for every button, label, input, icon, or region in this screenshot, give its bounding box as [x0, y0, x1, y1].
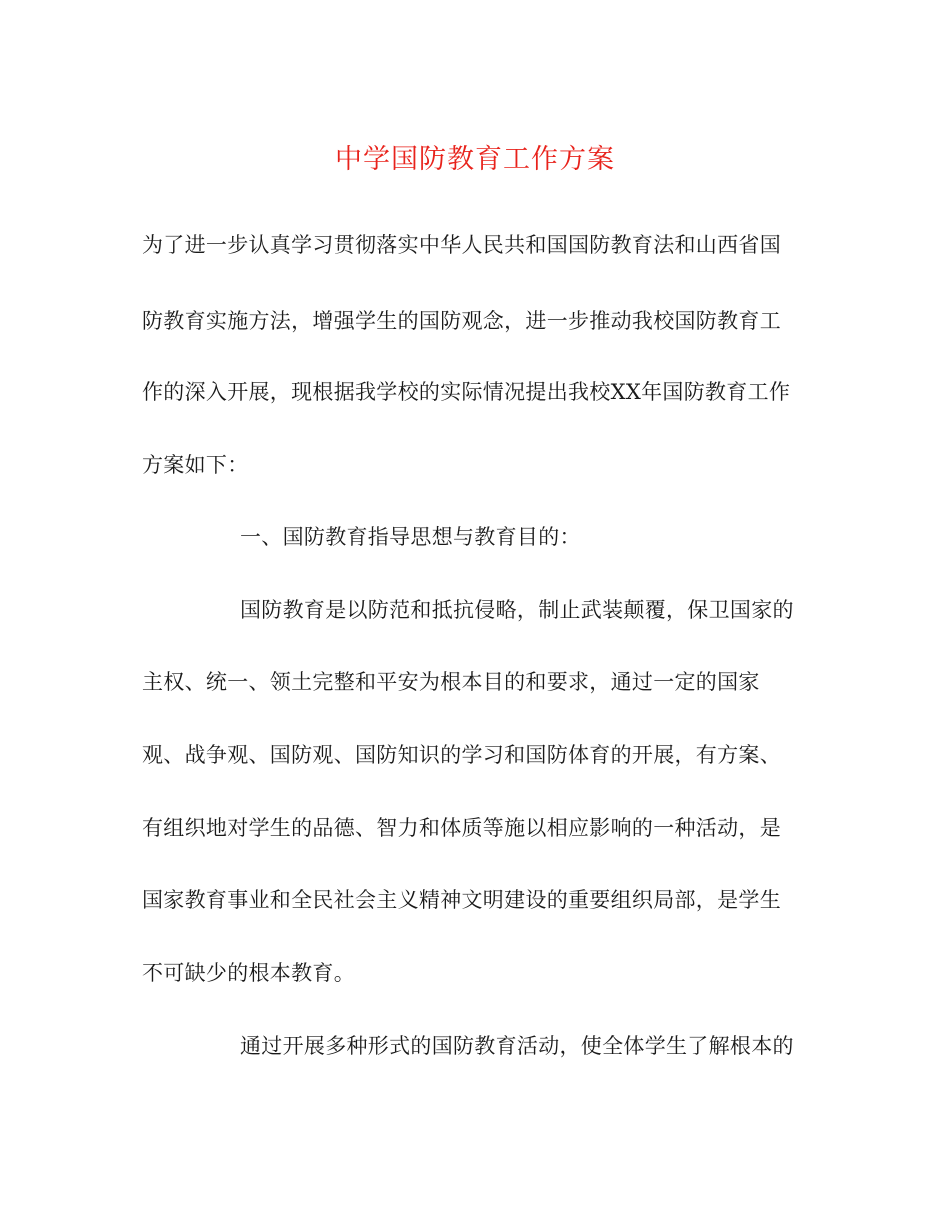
paragraph-line: 有组织地对学生的品德、智力和体质等施以相应影响的一种活动，是: [142, 816, 781, 840]
section-heading: 一、国防教育指导思想与教育目的：: [240, 525, 581, 549]
paragraph-line: 为了进一步认真学习贯彻落实中华人民共和国国防教育法和山西省国: [142, 233, 781, 257]
paragraph-line: 观、战争观、国防观、国防知识的学习和国防体育的开展，有方案、: [142, 743, 781, 767]
paragraph-line: 国防教育是以防范和抵抗侵略，制止武装颠覆，保卫国家的: [240, 598, 794, 622]
paragraph-line: 方案如下：: [142, 453, 249, 477]
paragraph-line: 国家教育事业和全民社会主义精神文明建设的重要组织局部，是学生: [142, 888, 781, 912]
paragraph-line: 作的深入开展，现根据我学校的实际情况提出我校XX年国防教育工作: [142, 380, 791, 404]
paragraph-line: 通过开展多种形式的国防教育活动，使全体学生了解根本的: [240, 1034, 794, 1058]
paragraph-line: 主权、统一、领土完整和平安为根本目的和要求，通过一定的国家: [142, 670, 760, 694]
paragraph-line: 防教育实施方法，增强学生的国防观念，进一步推动我校国防教育工: [142, 309, 781, 333]
paragraph-line: 不可缺少的根本教育。: [142, 961, 355, 985]
document-title: 中学国防教育工作方案: [335, 144, 615, 175]
